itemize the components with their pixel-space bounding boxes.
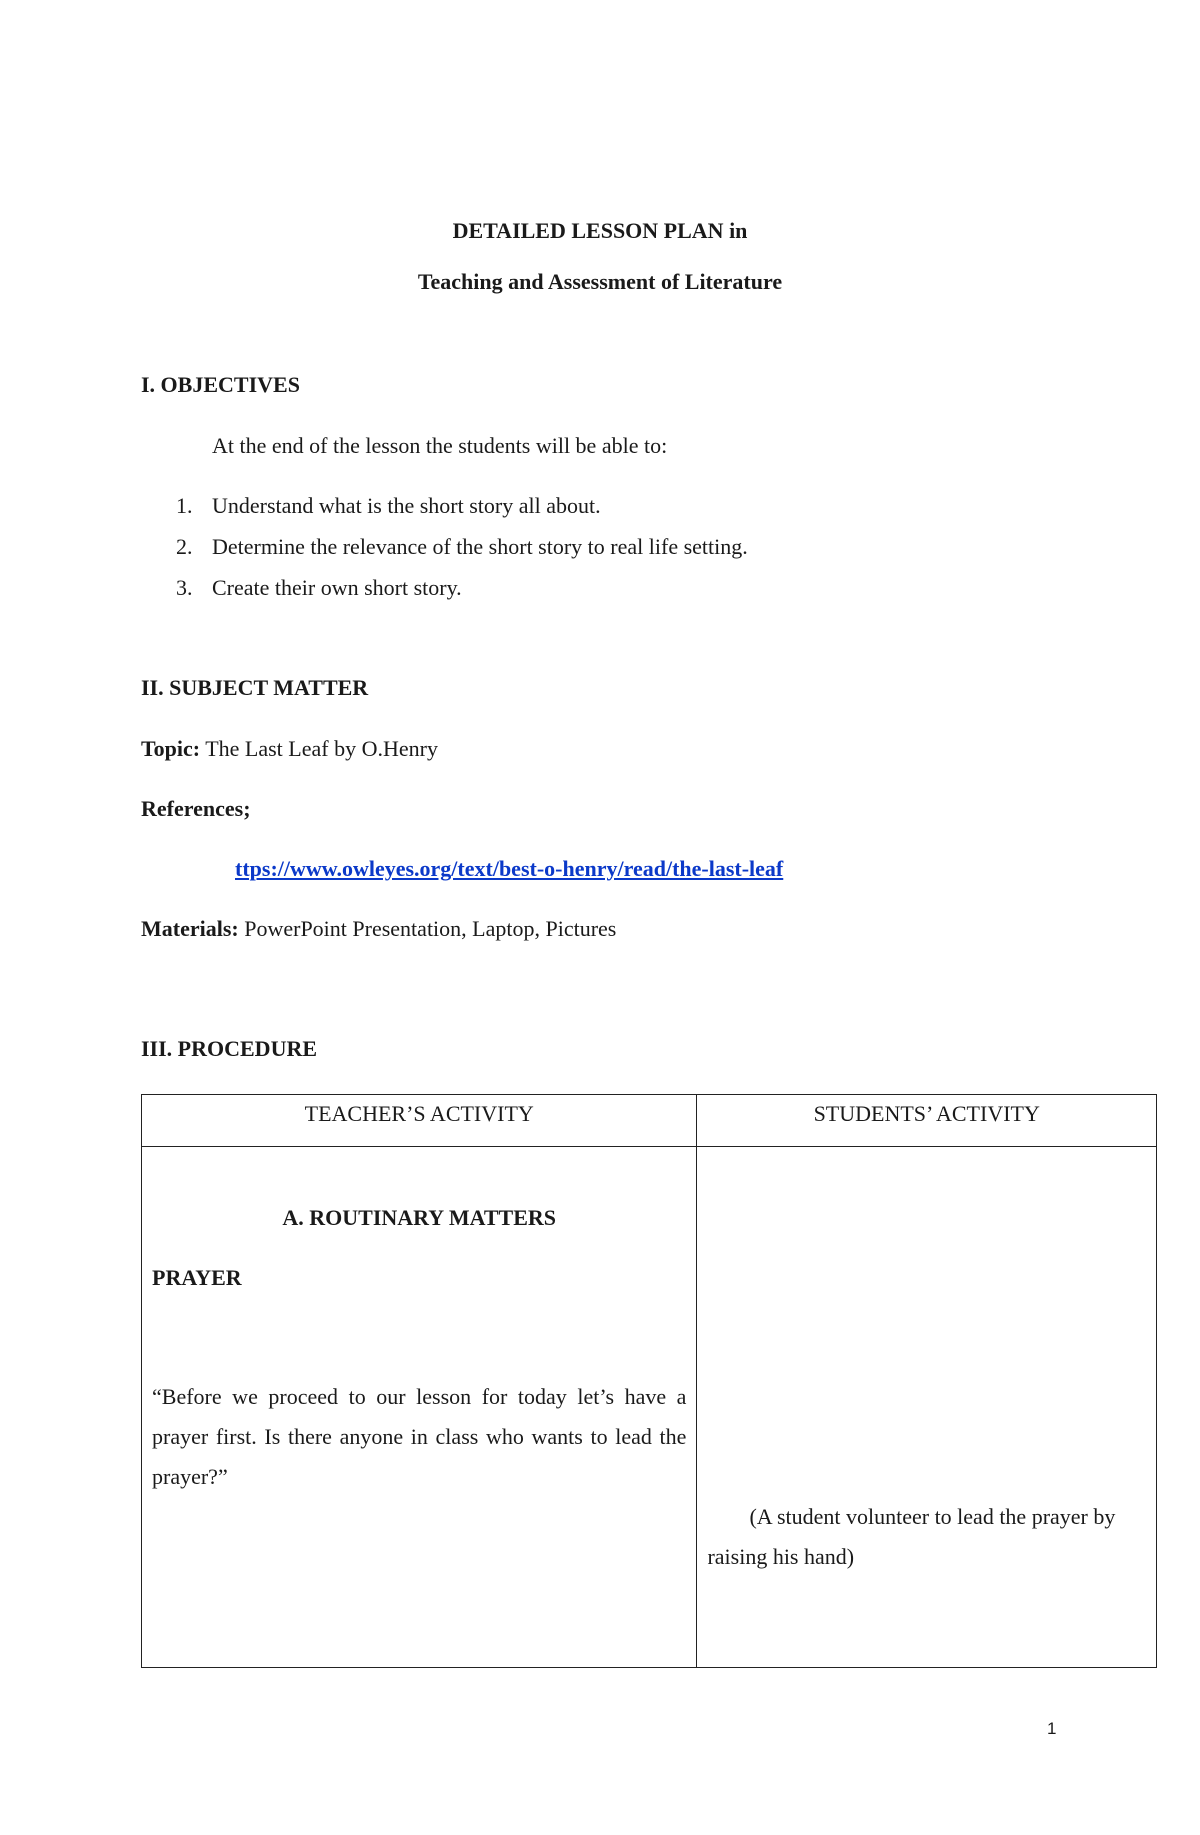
page-number: 1	[1047, 1719, 1057, 1738]
table-header-row	[142, 1095, 1157, 1147]
materials-label: Materials:	[141, 916, 239, 941]
reference-link[interactable]: ttps://www.owleyes.org/text/best-o-henry/read/the-last-leaf	[235, 856, 784, 881]
subject-matter-heading: II. SUBJECT MATTER	[141, 675, 369, 700]
teacher-prayer-quote: “Before we proceed to our lesson for today let’s have a prayer first. Is there anyone in class who wants to lead the prayer?”	[152, 1384, 687, 1489]
table-row	[142, 1147, 1157, 1668]
objectives-heading: I. OBJECTIVES	[141, 372, 300, 397]
procedure-table	[141, 1094, 1157, 1668]
topic-line	[141, 736, 438, 762]
student-prayer-response: (A student volunteer to lead the prayer by raising his hand)	[707, 1504, 1116, 1569]
objective-item-2: Determine the relevance of the short story to real life setting.	[212, 534, 748, 559]
document-title: DETAILED LESSON PLAN in	[452, 218, 748, 243]
objective-number-1: 1.	[176, 493, 193, 518]
topic-value: The Last Leaf by O.Henry	[205, 736, 438, 761]
document-subtitle: Teaching and Assessment of Literature	[417, 269, 783, 294]
references-label: References;	[141, 796, 251, 821]
prayer-label: PRAYER	[152, 1265, 242, 1290]
reference-line	[235, 856, 783, 882]
topic-label: Topic:	[141, 736, 201, 761]
students-activity-cell	[697, 1147, 1157, 1668]
procedure-heading: III. PROCEDURE	[141, 1036, 318, 1061]
students-activity-header: STUDENTS’ ACTIVITY	[697, 1095, 1157, 1147]
routinary-matters-heading: A. ROUTINARY MATTERS	[282, 1205, 557, 1230]
objective-item-1: Understand what is the short story all about.	[212, 493, 601, 518]
teacher-activity-header: TEACHER’S ACTIVITY	[142, 1095, 697, 1147]
teacher-activity-cell	[142, 1147, 697, 1668]
objective-item-3: Create their own short story.	[212, 575, 462, 600]
objective-number-3: 3.	[176, 575, 193, 600]
objective-number-2: 2.	[176, 534, 193, 559]
materials-line	[141, 916, 616, 942]
materials-value: PowerPoint Presentation, Laptop, Pictures	[244, 916, 617, 941]
objectives-intro: At the end of the lesson the students will be able to:	[212, 433, 668, 458]
